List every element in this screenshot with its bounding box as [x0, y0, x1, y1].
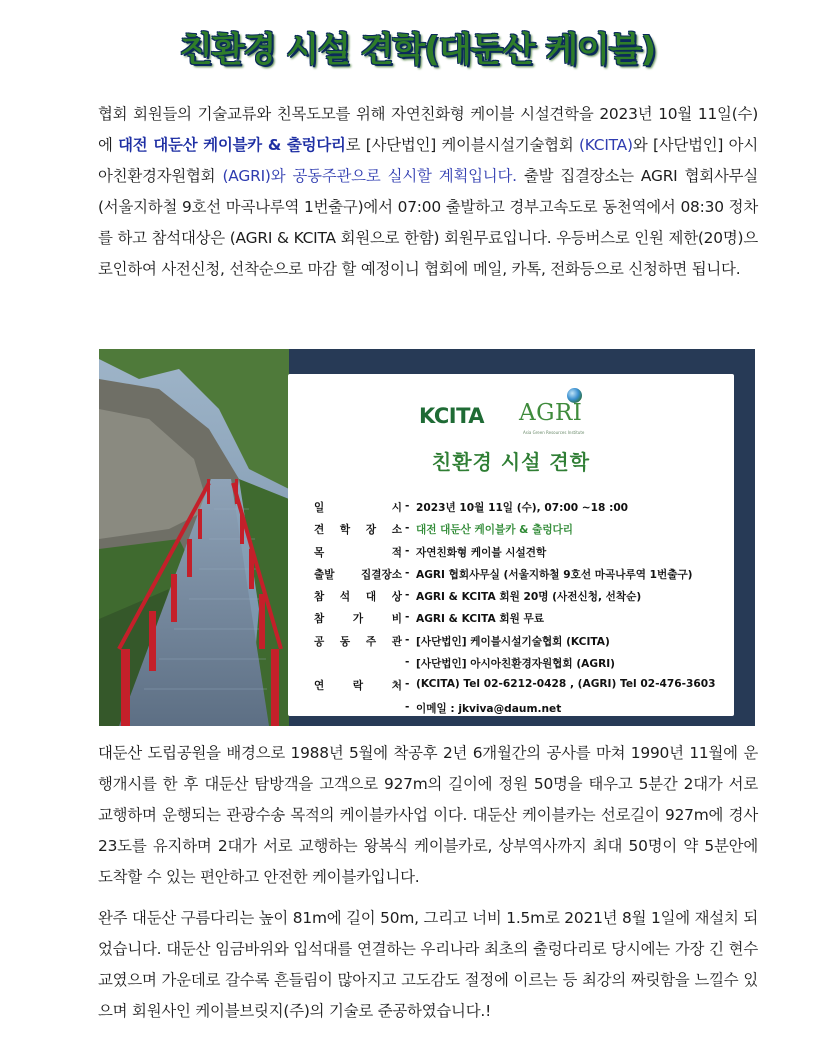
info-row-meeting: 출발 집결장소 - AGRI 협회사무실 (서울지하철 9호선 마곡나루역 1번출구) — [314, 566, 693, 581]
intro-text-3: 와 [사단법인] 아시아친환경자원협회 — [98, 136, 758, 185]
intro-text-2: 로 [사단법인] 케이블시설기술협회 — [345, 136, 579, 154]
bridge-paragraph: 완주 대둔산 구름다리는 높이 81m에 길이 50m, 그리고 너비 1.5m로 2021년 8월 1일에 재설치 되었습니다. 대둔산 임금바위와 입석대를 연결하는 우리나라 최초의 출렁다리로 당시에는 가장 긴 현수교였으며 가운데로 갈수록 흔들림이 많아지고 고도감도 절정에 이르는 등 최강의 짜릿함을 느낄수 있으며 회원사인 케이블브릿지(주)의 기술로 준공하였습니다.! — [98, 909, 758, 1020]
intro-highlight: 대전 대둔산 케이블카 & 출렁다리 — [118, 136, 346, 154]
info-row-purpose: 목 적 - 자연친화형 케이블 시설견학 — [314, 544, 547, 559]
info-row-contact: 연 락 처 - (KCITA) Tel 02-6212-0428 , (AGRI) Tel 02-476-3603 — [314, 678, 716, 693]
info-row-attendees: 참 석 대 상 - AGRI & KCITA 회원 20명 (사전신청, 선착순) — [314, 589, 642, 604]
agri-logo-subtitle: Asia Green Resources Institute — [523, 430, 585, 435]
bridge-photo — [99, 349, 289, 726]
intro-blue-2: (AGRI)와 공동주관으로 실시할 계획입니다. — [222, 167, 517, 185]
event-banner — [99, 349, 755, 726]
suspension-bridge-image — [99, 349, 289, 726]
kcita-logo: KCITA — [419, 404, 485, 428]
info-row-place: 견 학 장 소 - 대전 대둔산 케이블카 & 출렁다리 — [314, 522, 574, 537]
info-row-fee: 참 가 비 - AGRI & KCITA 회원 무료 — [314, 611, 544, 626]
info-card — [288, 374, 734, 716]
info-row-email: - 이메일 : jkviva@daum.net — [405, 700, 562, 715]
info-row-date: 일 시 - 2023년 10월 11일 (수), 07:00 ~18 :00 — [314, 500, 629, 514]
info-row-host-2: - [사단법인] 아시아친환경자원협회 (AGRI) — [405, 656, 616, 671]
intro-text-1: 협회 회원들의 기술교류와 친목도모를 위해 자연친화형 케이블 시설견학을 2023년 10월 11일(수)에 — [98, 105, 758, 154]
card-title: 친환경 시설 견학 — [431, 450, 591, 474]
page-title: 친환경 시설 견학(대둔산 케이블) — [179, 30, 656, 70]
info-rows — [314, 500, 724, 723]
intro-paragraph — [98, 99, 758, 285]
intro-blue-1: (KCITA) — [578, 136, 633, 154]
cablecar-paragraph: 대둔산 도립공원을 배경으로 1988년 5월에 착공후 2년 6개월간의 공사를 마쳐 1990년 11월에 운행개시를 한 후 대둔산 탐방객을 고객으로 927m의 길이에 정원 50명을 태우고 5분간 2대가 서로 교행하며 운행되는 관광수송 목적의 케이블카사업 이다. 대둔산 케이블카는 선로길이 927m에 경사 23도를 유지하며 2대가 서로 교행하는 왕복식 케이블카로, 상부역사까지 최대 50명이 약 5분안에 도착할 수 있는 편안하고 안전한 케이블카입니다. — [98, 744, 758, 886]
intro-text-4: 출발 집결장소는 AGRI 협회사무실 (서울지하철 9호선 마곡나루역 1번출구)에서 07:00 출발하고 경부고속도로 동천역에서 08:30 정차를 하고 참석대상은 (AGRI & KCITA 회원으로 한함) 회원무료입니다. 우등버스로 인원 제한(20명)으로인하여 사전신청, 선착순으로 마감 할 예정이니 협회에 메일, 카톡, 전화등으로 신청하면 됩니다. — [98, 167, 758, 278]
info-row-host: 공 동 주 관 - [사단법인] 케이블시설기술협회 (KCITA) — [314, 633, 610, 648]
agri-logo: AGRI — [519, 400, 583, 426]
